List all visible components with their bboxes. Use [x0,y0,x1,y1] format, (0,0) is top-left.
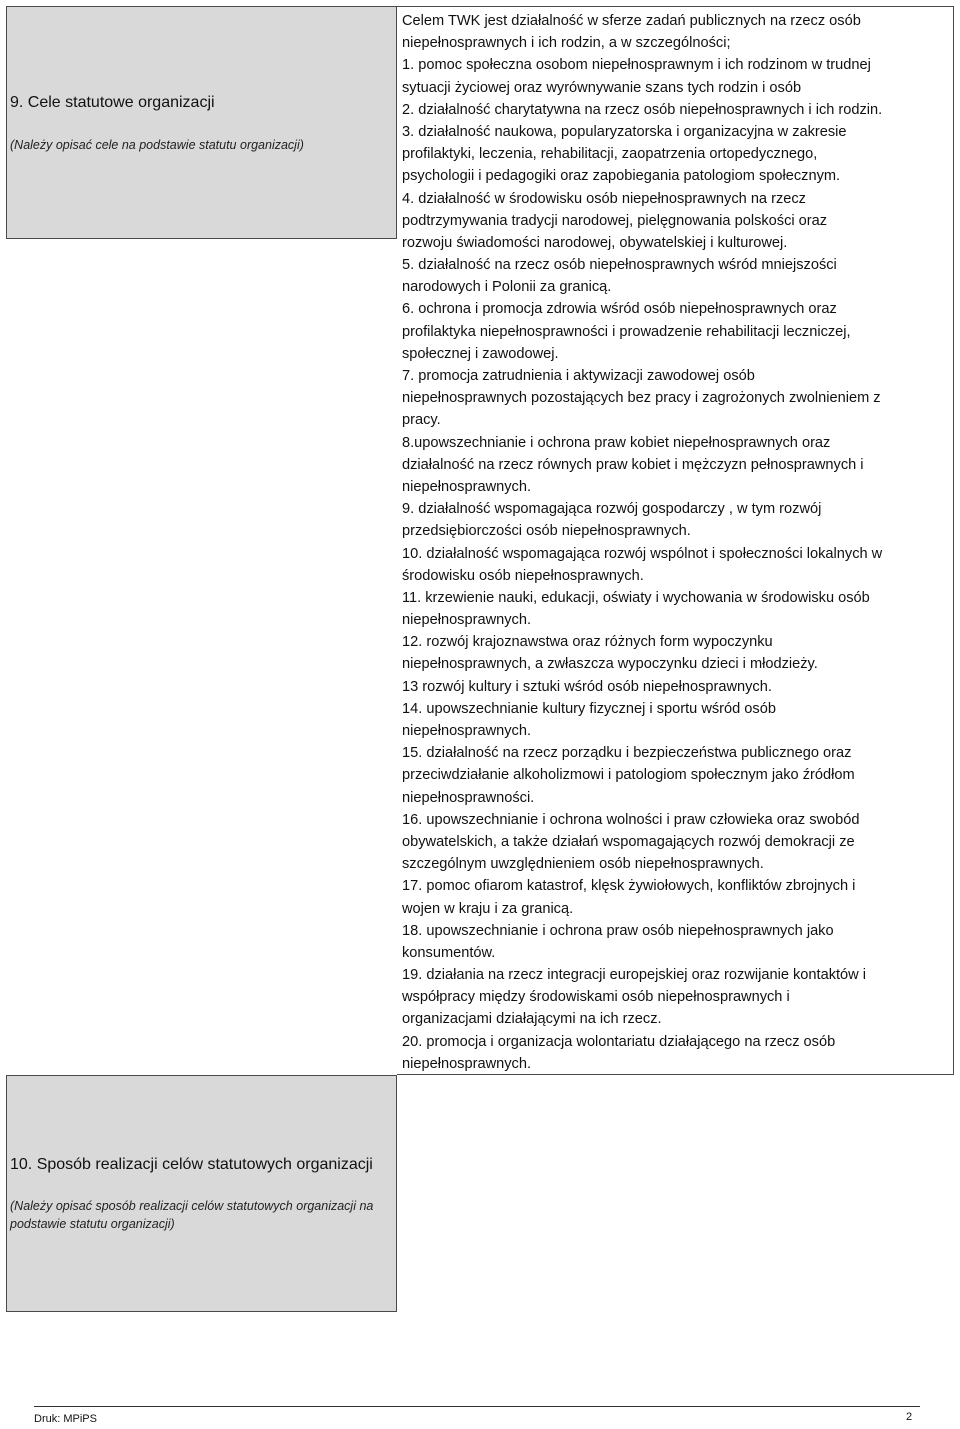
content-line: 9. działalność wspomagająca rozwój gospodarczy , w tym rozwój [402,501,822,518]
content-line: 17. pomoc ofiarom katastrof, klęsk żywiołowych, konfliktów zbrojnych i [402,878,856,895]
content-line: niepełnosprawnych. [402,1055,531,1072]
content-line: wojen w kraju i za granicą. [402,900,574,917]
footer-printer: Druk: MPiPS [34,1413,97,1425]
content-line: 16. upowszechnianie i ochrona wolności i praw człowieka oraz swobód [402,811,860,828]
content-line: 6. ochrona i promocja zdrowia wśród osób niepełnosprawnych oraz [402,301,837,318]
section-10-note: (Należy opisać sposób realizacji celów statutowych organizacji na podstawie statutu organizacji) [10,1199,374,1231]
content-line: współpracy między środowiskami osób niepełnosprawnych i [402,989,790,1006]
content-line: 15. działalność na rzecz porządku i bezpieczeństwa publicznego oraz [402,745,852,762]
content-line: szczególnym uwzględnieniem osób niepełnosprawnych. [402,856,764,873]
content-line: podtrzymywania tradycji narodowej, pielęgnowania polskości oraz [402,212,828,229]
content-line: niepełnosprawności. [402,789,535,806]
section-9-label-cell [6,6,397,239]
footer-divider [34,1406,920,1407]
section-9-note: (Należy opisać cele na podstawie statutu organizacji) [10,138,304,152]
content-line: niepełnosprawnych. [402,723,531,739]
content-line: 8.upowszechnianie i ochrona praw kobiet niepełnosprawnych oraz [402,434,831,451]
content-line: niepełnosprawnych. [402,612,531,629]
content-line: rozwoju świadomości narodowej, obywatelskiej i kulturowej. [402,234,788,251]
content-line: 18. upowszechnianie i ochrona praw osób niepełnosprawnych jako [402,922,834,939]
section-9-title: 9. Cele statutowe organizacji [10,94,215,111]
content-line: profilaktyka niepełnosprawności i prowadzenie rehabilitacji leczniczej, [402,323,851,340]
content-line: niepełnosprawnych i ich rodzin, a w szczególności; [402,35,731,52]
footer-page-number: 2 [906,1411,913,1423]
content-line: działalność na rzecz równych praw kobiet i mężczyzn pełnosprawnych i [402,456,864,473]
content-line: 10. działalność wspomagająca rozwój wspólnot i społeczności lokalnych w [402,545,883,562]
content-line: 1. pomoc społeczna osobom niepełnosprawnym i ich rodzinom w trudnej [402,57,871,74]
content-line: 20. promocja i organizacja wolontariatu działającego na rzecz osób [402,1033,836,1050]
content-line: niepełnosprawnych, a zwłaszcza wypoczynku dzieci i młodzieży. [402,656,818,673]
content-line: sytuacji życiowej oraz wyrównywanie szans tych rodzin i osób [402,79,802,96]
content-line: profilaktyki, leczenia, rehabilitacji, zaopatrzenia ortopedycznego, [402,146,818,163]
content-line: konsumentów. [402,944,496,961]
content-line: niepełnosprawnych. [402,478,531,495]
section-9-content-cell [397,6,954,1075]
content-line: organizacjami działającymi na ich rzecz. [402,1011,662,1028]
content-line: pracy. [402,412,441,429]
content-line: 12. rozwój krajoznawstwa oraz różnych form wypoczynku [402,634,773,651]
content-line: obywatelskich, a także działań wspomagających rozwój demokracji ze [402,833,855,850]
content-line: przedsiębiorczości osób niepełnosprawnych. [402,523,691,540]
content-line: 4. działalność w środowisku osób niepełnosprawnych na rzecz [402,190,806,207]
content-line: 14. upowszechnianie kultury fizycznej i sportu wśród osób [402,700,776,717]
content-line: 2. działalność charytatywna na rzecz osób niepełnosprawnych i ich rodzin. [402,101,883,118]
section-10-label-cell [6,1075,397,1312]
content-line: środowisku osób niepełnosprawnych. [402,567,644,584]
content-line: społecznej i zawodowej. [402,345,559,362]
content-line: 3. działalność naukowa, popularyzatorska i organizacyjna w zakresie [402,123,847,140]
section-10-title: 10. Sposób realizacji celów statutowych organizacji [10,1156,373,1173]
section-9-content-text [402,10,954,1075]
content-line: przeciwdziałanie alkoholizmowi i patologiom społecznym jako źródłom [402,767,855,784]
content-line: 7. promocja zatrudnienia i aktywizacji zawodowej osób [402,368,755,384]
content-line: 11. krzewienie nauki, edukacji, oświaty i wychowania w środowisku osób [402,589,870,606]
content-line: 5. działalność na rzecz osób niepełnosprawnych wśród mniejszości [402,257,837,274]
content-line: psychologii i pedagogiki oraz zapobiegania patologiom społecznym. [402,168,841,185]
content-line: 13 rozwój kultury i sztuki wśród osób niepełnosprawnych. [402,678,772,695]
content-line: narodowych i Polonii za granicą. [402,279,612,296]
content-line: 19. działania na rzecz integracji europejskiej oraz rozwijanie kontaktów i [402,967,866,984]
content-line: niepełnosprawnych pozostających bez pracy i zagrożonych zwolnieniem z [402,390,881,407]
content-line: Celem TWK jest działalność w sferze zadań publicznych na rzecz osób [402,13,861,29]
